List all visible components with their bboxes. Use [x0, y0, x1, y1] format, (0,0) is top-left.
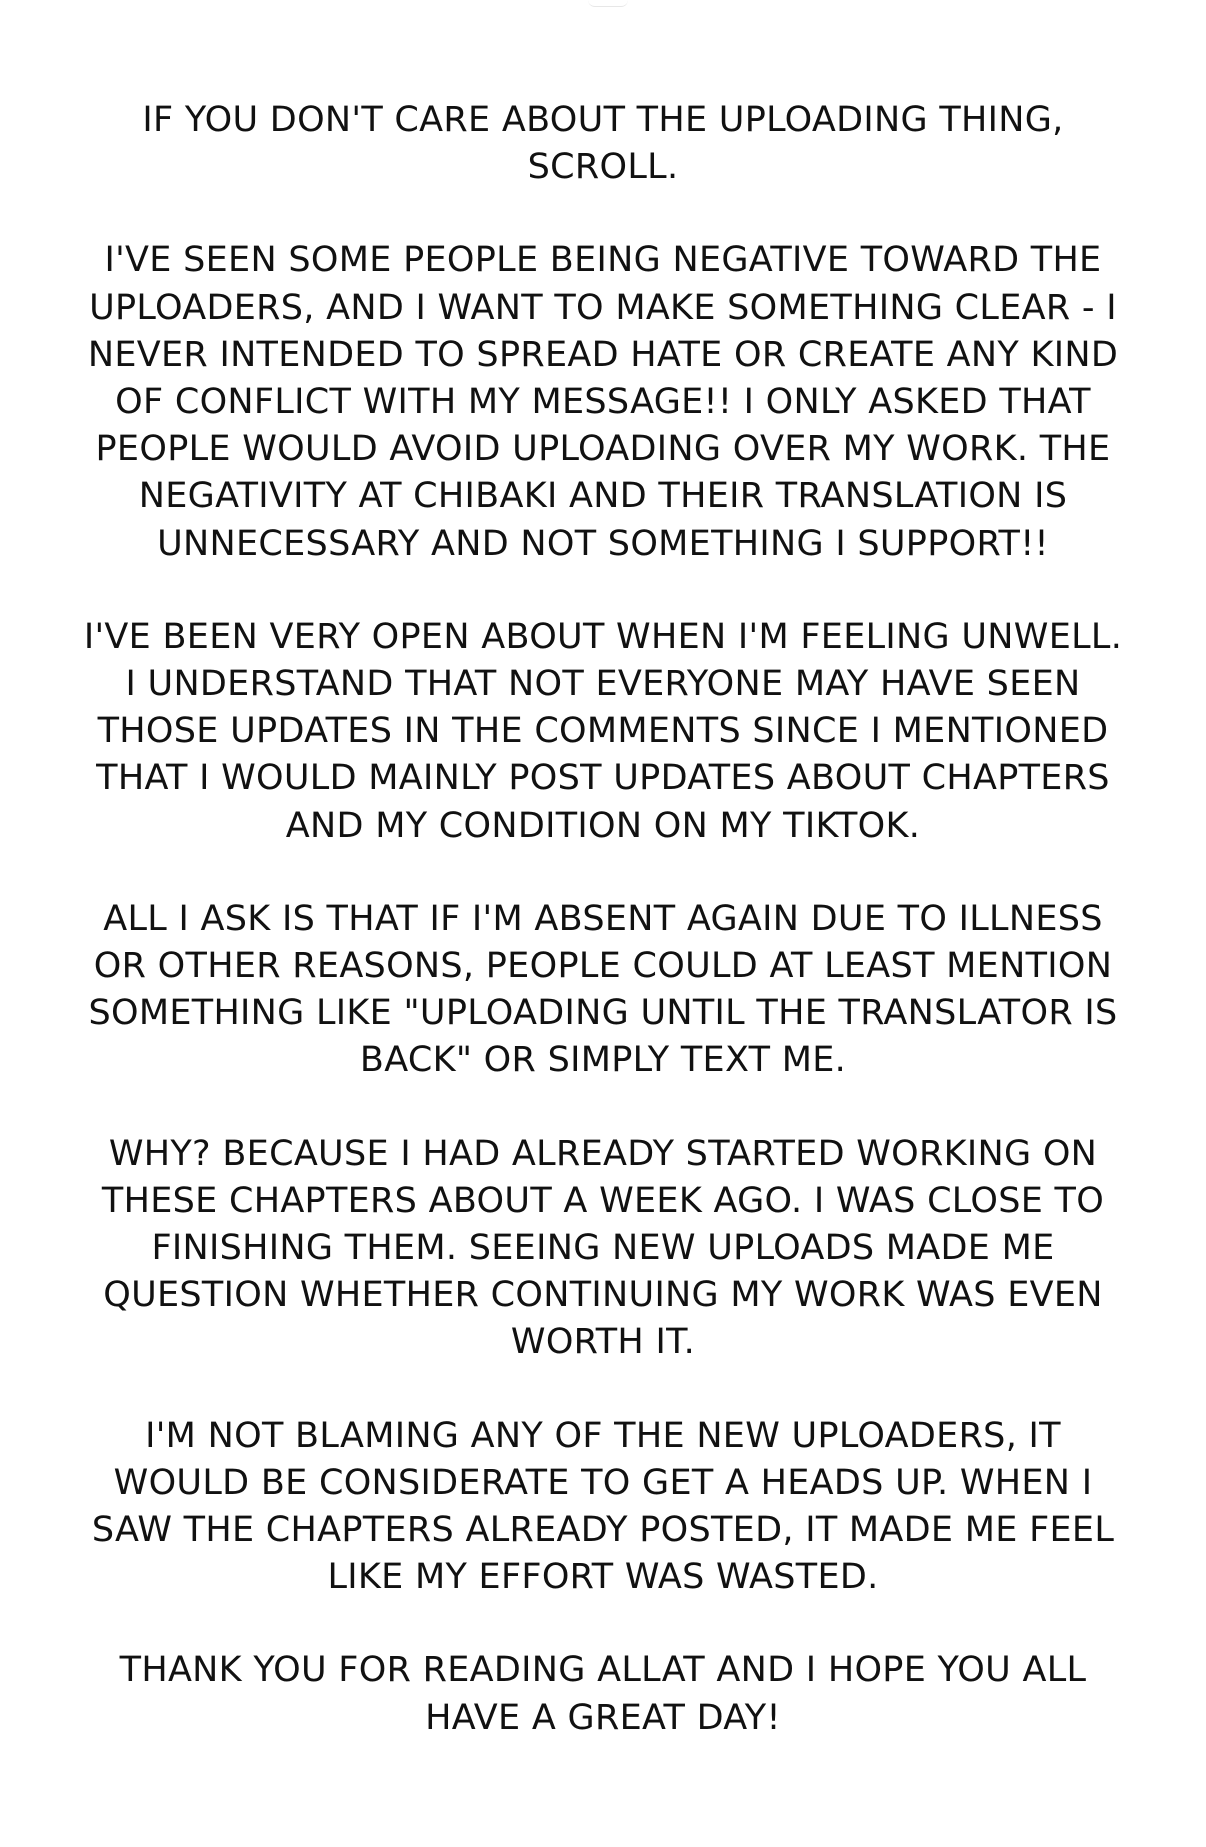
- notice-line: I'M NOT BLAMING ANY OF THE NEW UPLOADERS, IT: [145, 1415, 1061, 1456]
- notice-line: WORTH IT.: [510, 1322, 696, 1363]
- notice-line: HAVE A GREAT DAY!: [425, 1697, 781, 1738]
- notice-line: THESE CHAPTERS ABOUT A WEEK AGO. I WAS CLOSE TO: [101, 1180, 1105, 1221]
- notice-line: PEOPLE WOULD AVOID UPLOADING OVER MY WORK. THE: [95, 429, 1111, 470]
- notice-paragraph-thank-you: [50, 1647, 1156, 1741]
- notice-paragraph-why: [50, 1131, 1156, 1367]
- notice-line: BACK" OR SIMPLY TEXT ME.: [359, 1040, 847, 1081]
- notice-line: NEGATIVITY AT CHIBAKI AND THEIR TRANSLATION IS: [138, 476, 1068, 517]
- notice-line: ALL I ASK IS THAT IF I'M ABSENT AGAIN DUE TO ILLNESS: [103, 898, 1103, 939]
- notice-paragraph-not-blaming: [50, 1413, 1156, 1602]
- notice-line: I'VE SEEN SOME PEOPLE BEING NEGATIVE TOWARD THE: [104, 240, 1102, 281]
- notice-line: I'VE BEEN VERY OPEN ABOUT WHEN I'M FEELING UNWELL.: [83, 616, 1123, 657]
- notice-line: WHY? BECAUSE I HAD ALREADY STARTED WORKING ON: [108, 1133, 1098, 1174]
- notice-line: IF YOU DON'T CARE ABOUT THE UPLOADING THING,: [142, 100, 1064, 140]
- notice-line: UNNECESSARY AND NOT SOMETHING I SUPPORT!!: [157, 523, 1049, 564]
- top-edge-mark: [588, 0, 628, 7]
- notice-line: QUESTION WHETHER CONTINUING MY WORK WAS EVEN: [103, 1275, 1103, 1316]
- notice-line: AND MY CONDITION ON MY TIKTOK.: [285, 805, 921, 846]
- notice-paragraph-negativity: [50, 237, 1156, 567]
- notice-line: LIKE MY EFFORT WAS WASTED.: [327, 1557, 879, 1598]
- notice-line: I UNDERSTAND THAT NOT EVERYONE MAY HAVE SEEN: [125, 664, 1081, 705]
- notice-paragraph-feeling-unwell: [50, 614, 1156, 850]
- notice-line: NEVER INTENDED TO SPREAD HATE OR CREATE ANY KIND: [87, 334, 1119, 375]
- notice-line: SCROLL.: [527, 147, 679, 188]
- notice-line: THOSE UPDATES IN THE COMMENTS SINCE I MENTIONED: [97, 711, 1109, 752]
- notice-line: THANK YOU FOR READING ALLAT AND I HOPE YOU ALL: [119, 1650, 1087, 1691]
- notice-paragraph-uploading-thing: [50, 97, 1156, 191]
- notice-paragraph-request: [50, 896, 1156, 1085]
- notice-line: THAT I WOULD MAINLY POST UPDATES ABOUT CHAPTERS: [96, 758, 1110, 799]
- notice-line: SOMETHING LIKE "UPLOADING UNTIL THE TRANSLATOR IS: [88, 993, 1118, 1034]
- notice-line: SAW THE CHAPTERS ALREADY POSTED, IT MADE ME FEEL: [91, 1510, 1115, 1551]
- notice-line: UPLOADERS, AND I WANT TO MAKE SOMETHING CLEAR - I: [89, 287, 1117, 328]
- translator-notice: [50, 97, 1156, 1788]
- notice-line: FINISHING THEM. SEEING NEW UPLOADS MADE ME: [151, 1228, 1055, 1269]
- notice-line: OF CONFLICT WITH MY MESSAGE!! I ONLY ASKED THAT: [115, 382, 1091, 423]
- notice-line: OR OTHER REASONS, PEOPLE COULD AT LEAST MENTION: [93, 946, 1113, 987]
- notice-line: WOULD BE CONSIDERATE TO GET A HEADS UP. WHEN I: [113, 1462, 1093, 1503]
